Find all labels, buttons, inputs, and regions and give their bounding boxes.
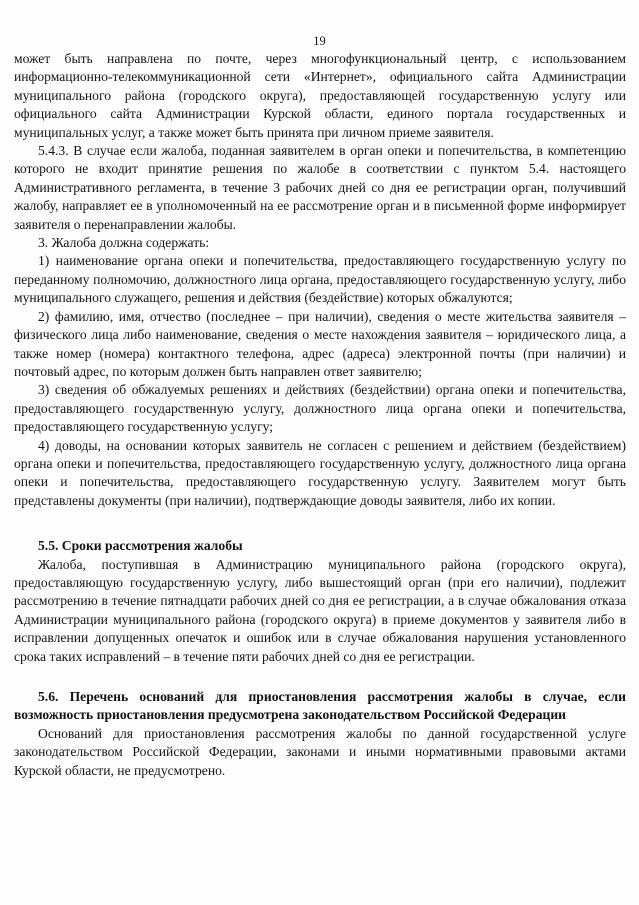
list-item-4: 4) доводы, на основании которых заявитель не согласен с решением и действием (бездействием) органа опеки и попечительства, предоставляющего государственную услугу, должностного лица органа опеки и попечительства, предоставляющего государственную услугу. Заявителем могут быть представлены документы (при наличии), подтверждающие доводы заявителя, либо их копии. <box>14 437 626 508</box>
page-number: 19 <box>313 34 326 48</box>
paragraph-suspension-grounds: Оснований для приостановления рассмотрения жалобы по данной государственной услуге законодательством Российской Федерации, законами и иными нормативными правовыми актами Курской области, не предусмотрено. <box>14 725 626 778</box>
paragraph-review-terms: Жалоба, поступившая в Администрацию муниципального района (городского округа), предоставляющую государственную услугу, либо вышестоящий орган (при его наличии), подлежит рассмотрению в течение пятнадцати рабочих дней со дня ее регистрации, а в случае обжалования отказа Администрации муниципального района (городского округа) в приеме документов у заявителя либо в исправлении допущенных опечаток и ошибок или в случае обжалования нарушения установленного срока таких исправлений – в течение пяти рабочих дней со дня ее регистрации. <box>14 556 626 664</box>
paragraph-appeal-channels: может быть направлена по почте, через многофункциональный центр, с использованием информационно-телекоммуникационной сети «Интернет», официального сайта Администрации муниципального района (городского округа), предоставляющей государственную услугу или официального сайта Администрации Курской области, единого портала государственных и муниципальных услуг, а также может быть принята при личном приеме заявителя. <box>14 51 626 140</box>
list-item-2: 2) фамилию, имя, отчество (последнее – при наличии), сведения о месте жительства заявителя – физического лица либо наименование, сведения о месте нахождения заявителя – юридического лица, а также номер (номера) контактного телефона, адрес (адреса) электронной почты (при наличии) и почтовый адрес, по которым должен быть направлен ответ заявителю; <box>14 308 626 379</box>
paragraph-5-4-3: 5.4.3. В случае если жалоба, поданная заявителем в орган опеки и попечительства, в компетенцию которого не входит принятие решения по жалобе в соответствии с пунктом 5.4. настоящего Административного регламента, в течение 3 рабочих дней со дня ее регистрации орган, получивший жалобу, направляет ее в уполномоченный на ее рассмотрение орган и в письменной форме информирует заявителя о перенаправлении жалобы. <box>14 143 626 232</box>
document-body <box>14 50 626 780</box>
section-spacer <box>14 510 626 537</box>
section-heading-5-5: 5.5. Сроки рассмотрения жалобы <box>38 538 243 554</box>
section-heading-5-6: 5.6. Перечень оснований для приостановления рассмотрения жалобы в случае, если возможность приостановления предусмотрена законодательством Российской Федерации <box>14 689 626 723</box>
section-spacer <box>14 666 626 688</box>
list-item-1: 1) наименование органа опеки и попечительства, предоставляющего государственную услугу по переданному полномочию, должностного лица органа, предоставляющего государственную услугу, либо муниципального служащего, решения и действия (бездействие) которых обжалуются; <box>14 253 626 306</box>
list-item-3: 3) сведения об обжалуемых решениях и действиях (бездействии) органа опеки и попечительства, предоставляющего государственную услугу, должностного лица органа опеки и попечительства, предоставляющего государственную услугу; <box>14 382 626 435</box>
paragraph-complaint-contents: 3. Жалоба должна содержать: <box>38 235 210 251</box>
